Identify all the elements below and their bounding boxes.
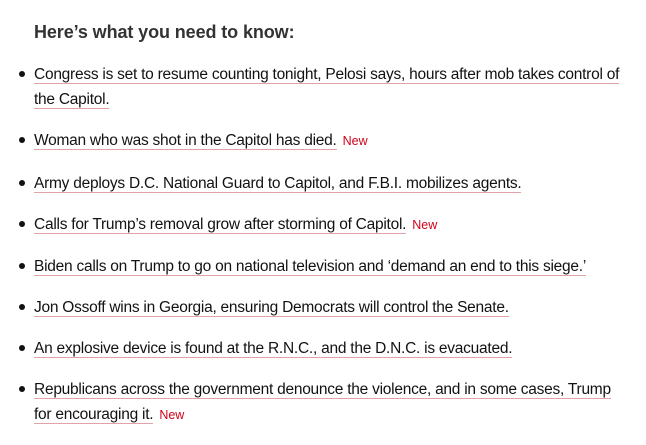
bullet-icon bbox=[19, 137, 25, 143]
item-link[interactable]: Biden calls on Trump to go on national television and ‘demand an end to this siege.’ bbox=[34, 258, 587, 275]
item-link[interactable]: Congress is set to resume counting tonight, Pelosi says, hours after mob takes control of the Capitol. bbox=[34, 66, 620, 108]
bullet-icon bbox=[19, 304, 25, 310]
item-link[interactable]: Republicans across the government denounce the violence, and in some cases, Trump for encouraging it. bbox=[34, 381, 611, 423]
item-link[interactable]: Jon Ossoff wins in Georgia, ensuring Democrats will control the Senate. bbox=[34, 299, 509, 316]
bullet-icon bbox=[19, 263, 25, 269]
bullet-icon bbox=[19, 71, 25, 77]
new-badge: New bbox=[159, 408, 185, 422]
section-heading: Here’s what you need to know: bbox=[34, 22, 295, 42]
item-link[interactable]: Army deploys D.C. National Guard to Capitol, and F.B.I. mobilizes agents. bbox=[34, 175, 522, 192]
new-badge: New bbox=[412, 218, 438, 232]
bullet-icon bbox=[19, 345, 25, 351]
item-link[interactable]: Calls for Trump’s removal grow after storming of Capitol. bbox=[34, 216, 407, 233]
bullet-icon bbox=[19, 180, 25, 186]
item-link[interactable]: Woman who was shot in the Capitol has died. bbox=[34, 132, 337, 149]
item-link[interactable]: An explosive device is found at the R.N.C., and the D.N.C. is evacuated. bbox=[34, 340, 513, 357]
bullet-icon bbox=[19, 386, 25, 392]
bullet-icon bbox=[19, 221, 25, 227]
new-badge: New bbox=[342, 134, 368, 148]
